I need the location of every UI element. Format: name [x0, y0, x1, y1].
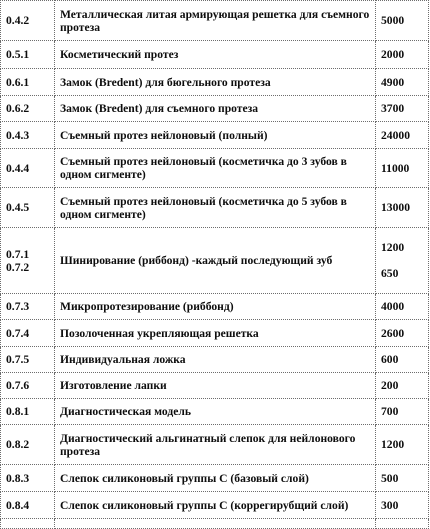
service-price: 4900	[376, 69, 429, 96]
service-price: 24000	[376, 122, 429, 149]
service-name: Микропротезирование (риббонд)	[55, 294, 376, 320]
service-price: 11000	[376, 149, 429, 188]
service-name: Замок (Bredent) для съемного протеза	[55, 96, 376, 122]
service-price: 1200	[376, 425, 429, 465]
service-price: 200	[376, 373, 429, 399]
service-price: 300	[376, 492, 429, 519]
service-name: Диагностический альгинатный слепок для нейлонового протеза	[55, 425, 376, 465]
service-price: 2000	[376, 41, 429, 69]
table-row	[0, 492, 429, 519]
table-row	[0, 96, 429, 122]
service-name: Шинирование (риббонд) -каждый последующий зуб	[55, 228, 376, 294]
empty-cell	[0, 519, 55, 529]
service-name: Изготовление лапки	[55, 373, 376, 399]
table-row	[0, 373, 429, 399]
service-price: 500	[376, 465, 429, 492]
empty-cell	[376, 519, 429, 529]
table-row	[0, 347, 429, 373]
service-code: 0.6.1	[0, 69, 55, 96]
service-code: 0.6.2	[0, 96, 55, 122]
table-row	[0, 320, 429, 347]
table-row	[0, 41, 429, 69]
service-code: 0.7.4	[0, 320, 55, 347]
service-code: 0.4.4	[0, 149, 55, 188]
service-code: 0.8.4	[0, 492, 55, 519]
table-row	[0, 294, 429, 320]
service-code: 0.8.3	[0, 465, 55, 492]
table-row	[0, 228, 429, 294]
service-code: 0.7.3	[0, 294, 55, 320]
service-code: 0.7.5	[0, 347, 55, 373]
service-code: 0.7.2	[6, 260, 30, 274]
service-price: 2600	[376, 320, 429, 347]
service-name: Съемный протез нейлоновый (косметичка до 3 зубов в одном сигменте)	[55, 149, 376, 188]
table-row	[0, 465, 429, 492]
service-price: 3700	[376, 96, 429, 122]
service-code-group	[0, 228, 55, 294]
service-price: 600	[376, 347, 429, 373]
table-row	[0, 122, 429, 149]
service-price: 650	[381, 267, 399, 280]
service-price: 700	[376, 399, 429, 425]
service-code: 0.7.6	[0, 373, 55, 399]
service-name: Косметический протез	[55, 41, 376, 69]
service-name: Позолоченная укрепляющая решетка	[55, 320, 376, 347]
service-name: Съемный протез нейлоновый (косметичка до 5 зубов в одном сигменте)	[55, 188, 376, 228]
table-row	[0, 69, 429, 96]
table-row	[0, 149, 429, 188]
service-name: Съемный протез нейлоновый (полный)	[55, 122, 376, 149]
service-code: 0.4.2	[0, 0, 55, 41]
service-name: Индивидуальная ложка	[55, 347, 376, 373]
service-name: Диагностическая модель	[55, 399, 376, 425]
service-name: Слепок силиконовый группы С (коррегирубщий слой)	[55, 492, 376, 519]
service-code: 0.5.1	[0, 41, 55, 69]
table-row-partial	[0, 519, 429, 529]
table-row	[0, 399, 429, 425]
table-row	[0, 188, 429, 228]
service-code: 0.4.3	[0, 122, 55, 149]
service-name: Замок (Bredent) для бюгельного протеза	[55, 69, 376, 96]
service-name: Металлическая литая армирующая решетка для съемного протеза	[55, 0, 376, 41]
service-code: 0.4.5	[0, 188, 55, 228]
service-price: 1200	[381, 241, 405, 254]
table-row	[0, 0, 429, 41]
service-price: 5000	[376, 0, 429, 41]
service-code: 0.8.1	[0, 399, 55, 425]
service-name: Слепок силиконовый группы С (базовый слой)	[55, 465, 376, 492]
service-code: 0.7.1	[6, 247, 30, 261]
service-price: 13000	[376, 188, 429, 228]
empty-cell	[55, 519, 376, 529]
service-code: 0.8.2	[0, 425, 55, 465]
service-price: 4000	[376, 294, 429, 320]
service-price-group	[376, 228, 429, 294]
table-row	[0, 425, 429, 465]
